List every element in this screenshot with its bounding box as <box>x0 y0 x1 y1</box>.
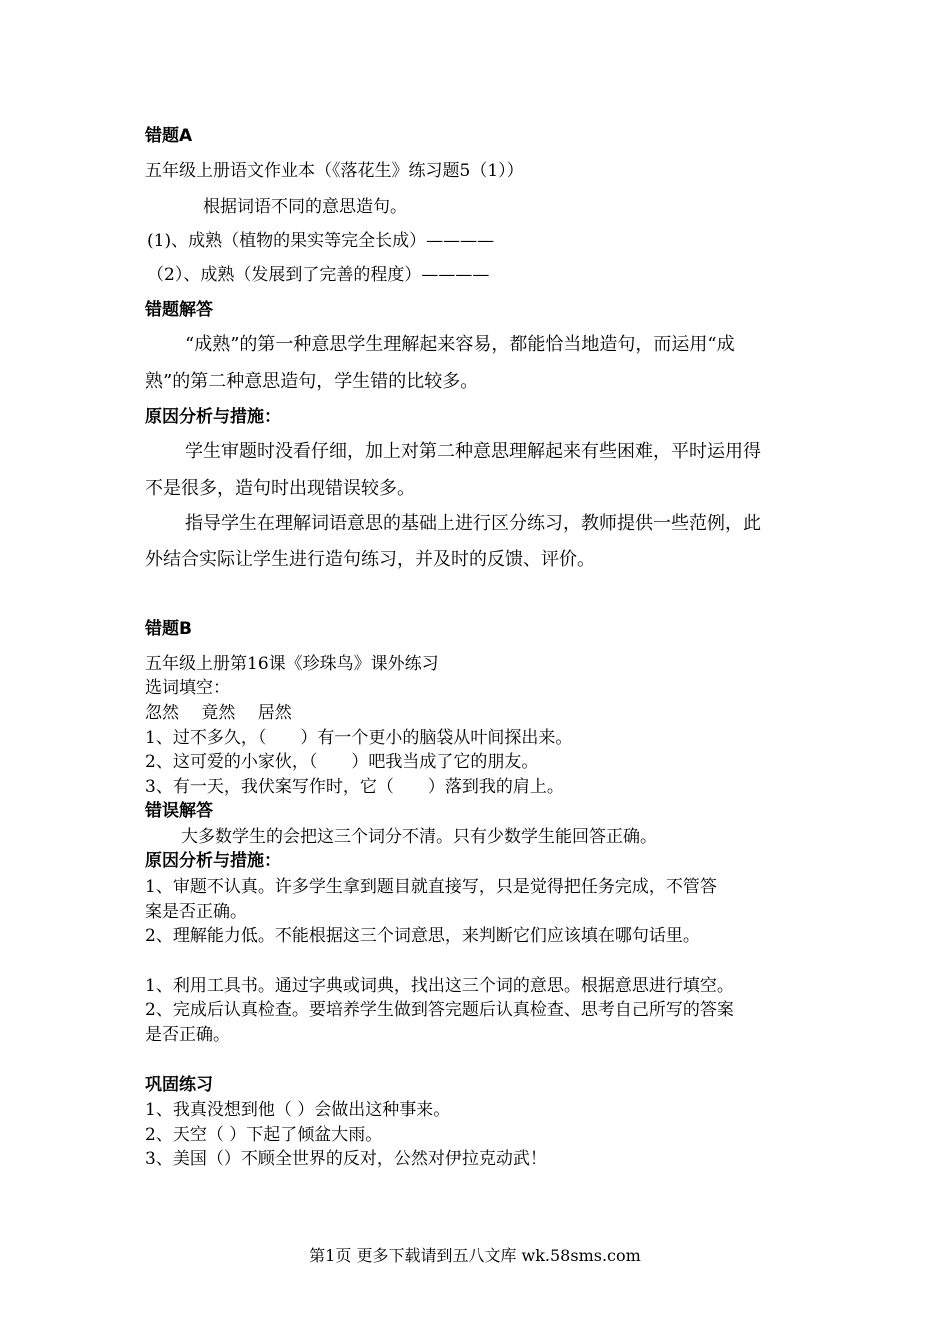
section-a-instruction: 根据词语不同的意思造句。 <box>203 197 407 217</box>
practice-question-2: 2、天空（ ）下起了倾盆大雨。 <box>145 1125 383 1145</box>
section-b-answer-line-1: 大多数学生的会把这三个词分不清。只有少数学生能回答正确。 <box>181 827 657 847</box>
section-a-answer-line-1: “成熟”的第一种意思学生理解起来容易，都能恰当地造句，而运用“成 <box>185 334 735 355</box>
section-b-reason-1-line-2: 案是否正确。 <box>145 902 247 922</box>
practice-heading: 巩固练习 <box>145 1075 213 1095</box>
section-a-analysis-line-2: 不是很多，造句时出现错误较多。 <box>145 478 415 499</box>
section-a-answer-line-2: 熟”的第二种意思造句，学生错的比较多。 <box>145 371 479 392</box>
section-b-title: 错题B <box>145 619 192 639</box>
section-b-reason-1-line-1: 1、审题不认真。许多学生拿到题目就直接写，只是觉得把任务完成，不管答 <box>145 877 717 897</box>
section-b-question-3: 3、有一天，我伏案写作时，它（ ）落到我的肩上。 <box>145 777 564 797</box>
section-b-question-2: 2、这可爱的小家伙，（ ）吧我当成了它的朋友。 <box>145 752 539 772</box>
section-a-analysis-line-4: 外结合实际让学生进行造句练习，并及时的反馈、评价。 <box>145 549 595 570</box>
section-b-analysis-heading: 原因分析与措施： <box>145 851 281 871</box>
section-b-measure-2-line-2: 是否正确。 <box>145 1025 230 1045</box>
section-a-answer-heading: 错题解答 <box>145 300 213 320</box>
section-b-reason-2: 2、理解能力低。不能根据这三个词意思，来判断它们应该填在哪句话里。 <box>145 926 700 946</box>
section-b-instruction: 选词填空： <box>145 678 230 698</box>
section-a-question-2: （2）、成熟（发展到了完善的程度）———— <box>147 265 490 285</box>
page-footer: 第1页 更多下载请到五八文库 wk.58sms.com <box>309 1246 641 1265</box>
section-a-analysis-line-3: 指导学生在理解词语意思的基础上进行区分练习，教师提供一些范例，此 <box>185 513 761 534</box>
section-a-question-1: (1)、成熟（植物的果实等完全长成）———— <box>147 231 495 251</box>
section-b-measure-1: 1、利用工具书。通过字典或词典，找出这三个词的意思。根据意思进行填空。 <box>145 976 734 996</box>
section-b-question-1: 1、过不多久，（ ）有一个更小的脑袋从叶间探出来。 <box>145 728 573 748</box>
section-a-analysis-line-1: 学生审题时没看仔细，加上对第二种意思理解起来有些困难，平时运用得 <box>185 441 761 462</box>
section-a-title: 错题A <box>145 126 193 146</box>
section-b-measure-2-line-1: 2、完成后认真检查。要培养学生做到答完题后认真检查、思考自己所写的答案 <box>145 1000 734 1020</box>
practice-question-1: 1、我真没想到他（ ）会做出这种事来。 <box>145 1100 451 1120</box>
section-a-source: 五年级上册语文作业本（《落花生》练习题5（1）） <box>145 161 524 181</box>
practice-question-3: 3、美国（）不顾全世界的反对，公然对伊拉克动武！ <box>145 1149 547 1169</box>
section-a-analysis-heading: 原因分析与措施： <box>145 407 281 427</box>
section-b-source: 五年级上册第16课《珍珠鸟》课外练习 <box>145 654 439 674</box>
section-b-word-choices: 忽然 竟然 居然 <box>145 703 292 723</box>
section-b-answer-heading: 错误解答 <box>145 801 213 821</box>
